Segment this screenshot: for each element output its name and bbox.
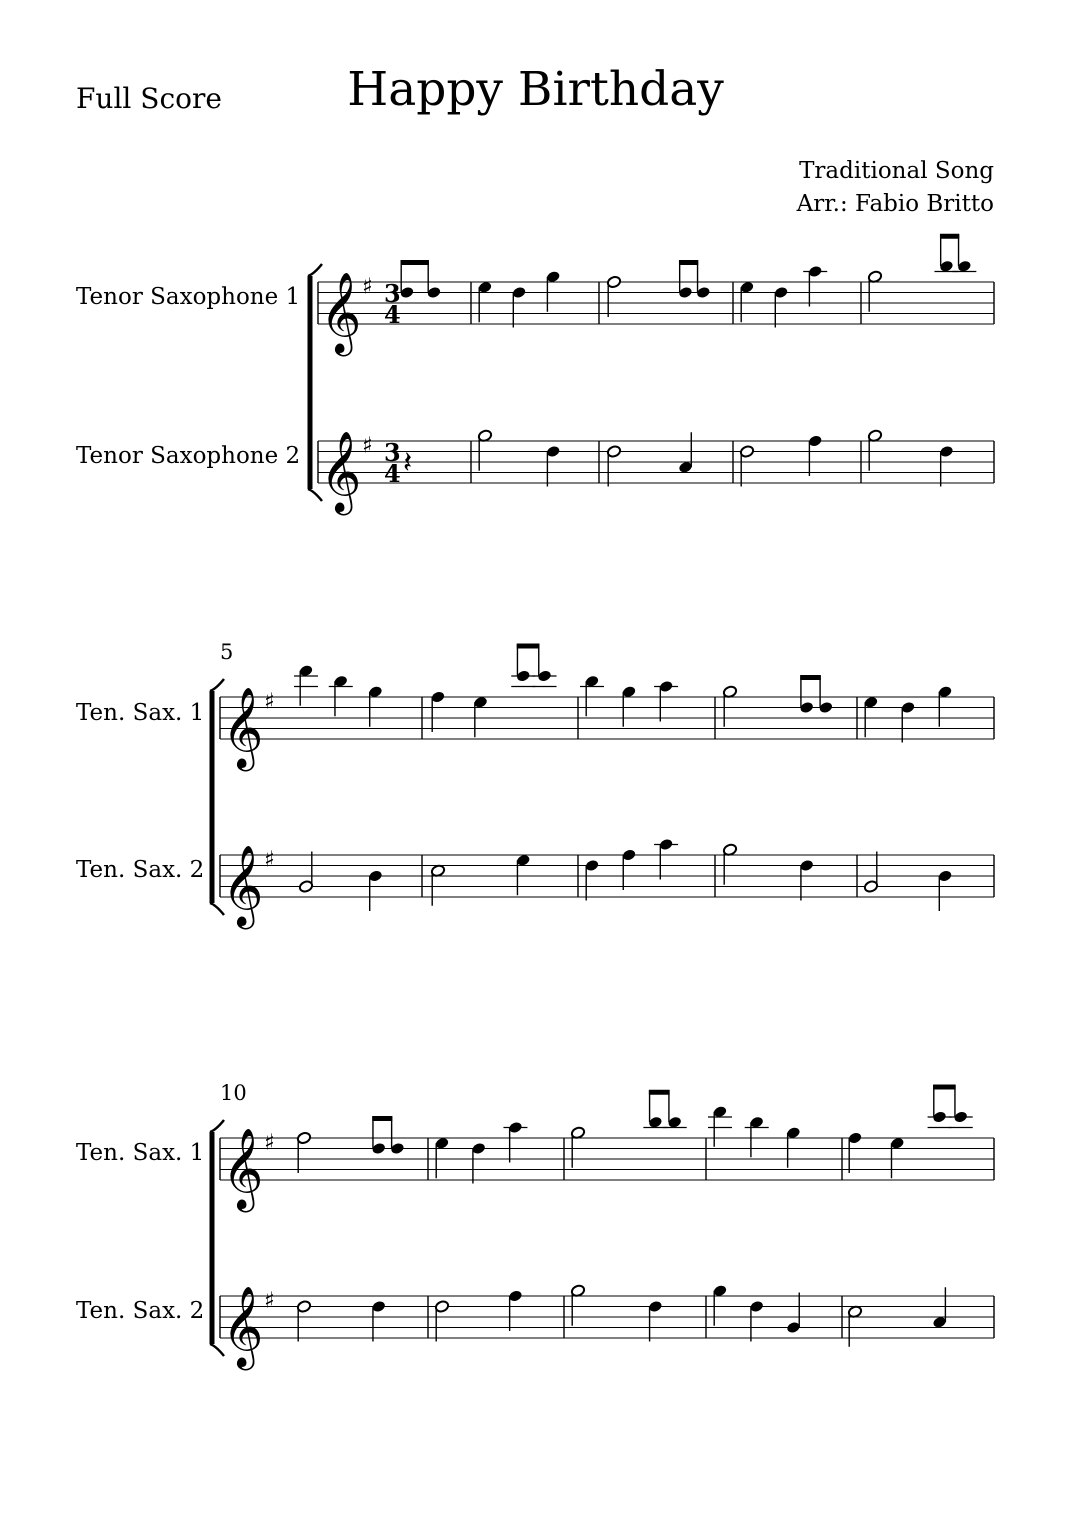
composer-credit: Traditional Song: [799, 158, 994, 184]
system-1-part-2-name: Tenor Saxophone 2: [76, 443, 301, 469]
time-signature-denominator: 4: [384, 459, 401, 488]
key-signature-sharp: ♯: [264, 689, 275, 715]
key-signature-sharp: ♯: [362, 433, 373, 459]
system-2-part-2-name: Ten. Sax. 2: [76, 857, 205, 883]
treble-clef-icon: 𝄞: [320, 271, 362, 353]
quarter-rest-icon: 𝄽: [403, 445, 413, 481]
score-title: Happy Birthday: [347, 62, 724, 117]
full-score-label: Full Score: [76, 82, 222, 115]
key-signature-sharp: ♯: [264, 847, 275, 873]
treble-clef-icon: 𝄞: [222, 1127, 264, 1209]
key-signature-sharp: ♯: [264, 1130, 275, 1156]
time-signature-numerator: 3: [384, 438, 401, 467]
system-1-part-1-name: Tenor Saxophone 1: [76, 284, 301, 310]
key-signature-sharp: ♯: [362, 274, 373, 300]
system-3-measure-number: 10: [220, 1081, 247, 1105]
time-signature-numerator: 3: [384, 279, 401, 308]
system-2-part-1-name: Ten. Sax. 1: [76, 700, 205, 726]
system-3-part-1-name: Ten. Sax. 1: [76, 1140, 205, 1166]
system-3-part-2-name: Ten. Sax. 2: [76, 1298, 205, 1324]
arranger-credit: Arr.: Fabio Britto: [796, 191, 994, 217]
time-signature-denominator: 4: [384, 300, 401, 329]
treble-clef-icon: 𝄞: [222, 1285, 264, 1367]
treble-clef-icon: 𝄞: [222, 686, 264, 768]
treble-clef-icon: 𝄞: [222, 844, 264, 926]
system-2-measure-number: 5: [220, 640, 234, 664]
key-signature-sharp: ♯: [264, 1288, 275, 1314]
treble-clef-icon: 𝄞: [320, 430, 362, 512]
